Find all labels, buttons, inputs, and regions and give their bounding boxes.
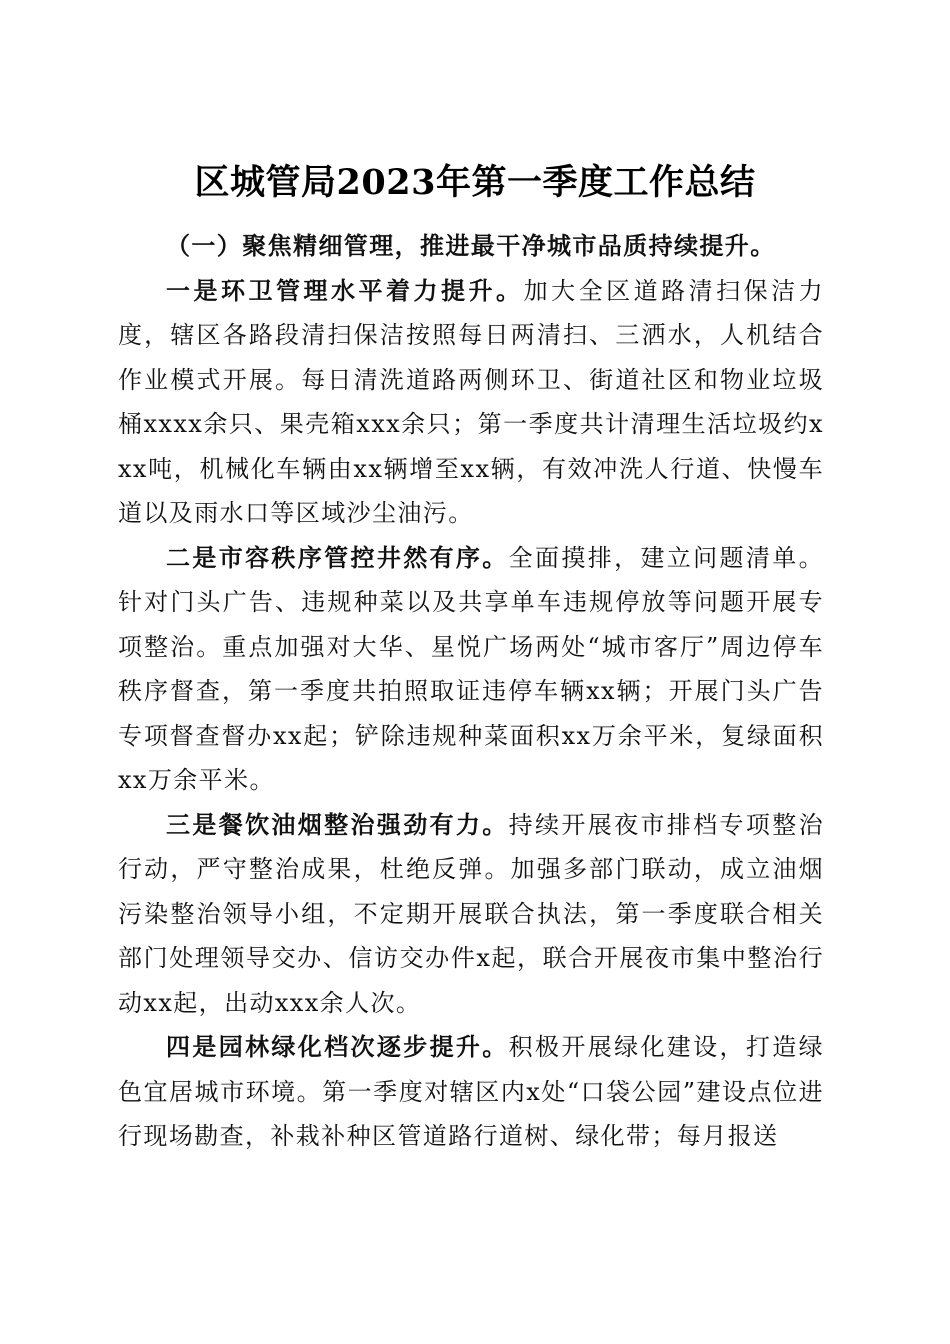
paragraph-city-order — [118, 536, 824, 803]
paragraph-text: 加大全区道路清扫保洁力度，辖区各路段清扫保洁按照每日两清扫、三洒水，人机结合作业模式开展。每日清洗道路两侧环卫、街道社区和物业垃圾桶xxxx余只、果壳箱xxx余只；第一季度共计清理生活垃圾约xxx吨，机械化车辆由xx辆增至xx辆，有效冲洗人行道、快慢车道以及雨水口等区域沙尘油污。 — [118, 276, 825, 527]
paragraph-lead: 三是餐饮油烟整治强劲有力。 — [166, 809, 509, 839]
paragraph-sanitation — [118, 269, 824, 536]
document-body — [118, 224, 824, 1159]
paragraph-lead: 一是环卫管理水平着力提升。 — [166, 275, 524, 305]
paragraph-lead: 四是园林绿化档次逐步提升。 — [166, 1032, 509, 1061]
paragraph-text: 全面摸排，建立问题清单。针对门头广告、违规种菜以及共享单车违规停放等问题开展专项整治。重点加强对大华、星悦广场两处“城市客厅”周边停车秩序督查，第一季度共拍照取证违停车辆xx辆；开展门头广告专项督查督办xx起；铲除违规种菜面积xx万余平米，复绿面积xx万余平米。 — [118, 543, 824, 794]
document-title: 区城管局2023年第一季度工作总结 — [194, 162, 756, 204]
paragraph-lead: 二是市容秩序管控井然有序。 — [166, 542, 509, 572]
paragraph-greening — [118, 1025, 824, 1159]
paragraph-text: 持续开展夜市排档专项整治行动，严守整治成果，杜绝反弹。加强多部门联动，成立油烟污染整治领导小组，不定期开展联合执法，第一季度联合相关部门处理领导交办、信访交办件x起，联合开展夜市集中整治行动xx起，出动xxx余人次。 — [118, 810, 824, 1017]
paragraph-oil-fume — [118, 803, 824, 1026]
section-heading: （一）聚焦精细管理，推进最干净城市品质持续提升。 — [166, 231, 776, 260]
paragraph-text: 积极开展绿化建设，打造绿色宜居城市环境。第一季度对辖区内x处“口袋公园”建设点位进行现场勘查，补栽补种区管道路行道树、绿化带；每月报送 — [118, 1033, 824, 1150]
